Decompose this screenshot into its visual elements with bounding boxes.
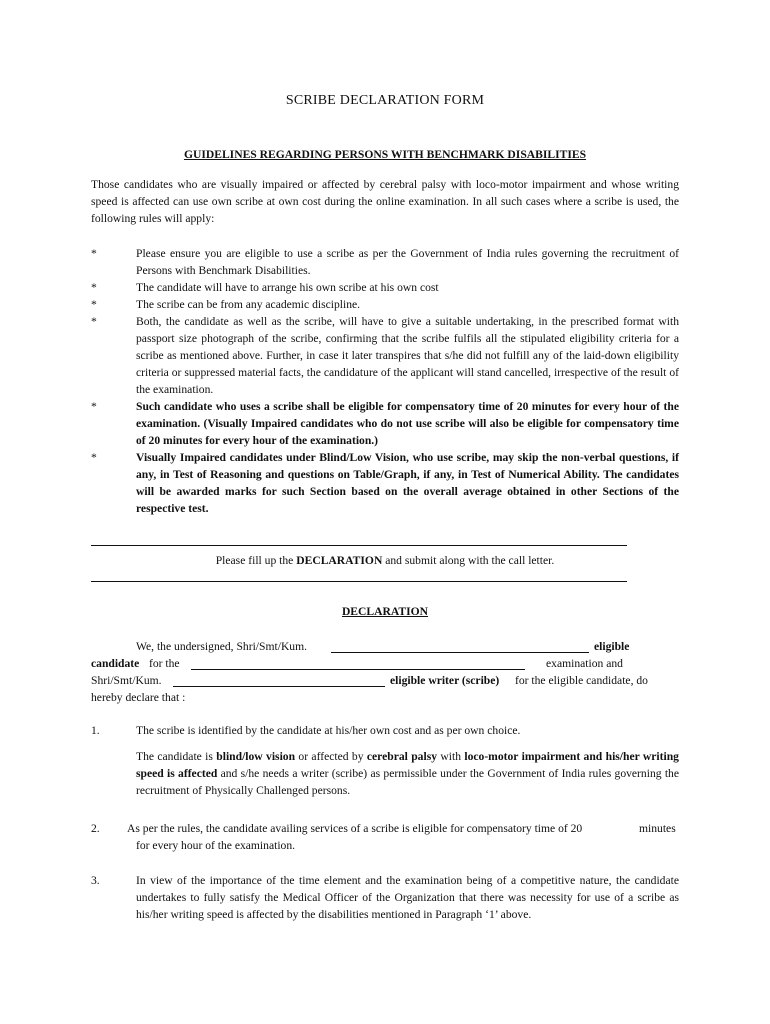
declaration-text: for the <box>149 657 180 670</box>
item-number: 3. <box>91 874 100 887</box>
candidate-name-field[interactable] <box>331 640 589 653</box>
declaration-line-2 <box>91 655 679 672</box>
declaration-line-4 <box>91 689 679 706</box>
declaration-text: eligible <box>594 640 630 653</box>
declaration-body <box>91 638 679 706</box>
rule-text: Visually Impaired candidates under Blind/Low Vision, who use scribe, may skip the non-verbal questions, if any, in Test of Reasoning and questions on Table/Graph, if any, in Test of Numerical Ability. The candidates will be awarded marks for such Section based on the overall average obtained in other Sections of the respective test. <box>136 451 679 515</box>
divider-top <box>91 545 627 546</box>
rule-item <box>91 245 679 279</box>
intro-paragraph: Those candidates who are visually impaired or affected by cerebral palsy with loco-motor impairment and whose writing speed is affected can use own scribe at own cost during the online examination. In all such cases where a scribe is used, the following rules will apply: <box>91 178 679 225</box>
rule-text: The scribe can be from any academic discipline. <box>136 298 361 311</box>
bullet-asterisk: * <box>91 247 97 260</box>
rule-item <box>91 279 679 296</box>
item-text-run: with <box>437 750 465 763</box>
item-text-run: and s/he needs a writer (scribe) as permissible under the Government of India rules governing the recruitment of Physically Challenged persons. <box>136 767 680 797</box>
bullet-asterisk: * <box>91 400 97 413</box>
declaration-heading: DECLARATION <box>341 605 429 618</box>
declaration-text: for the eligible candidate, do <box>515 674 648 687</box>
declaration-item-1 <box>91 722 679 799</box>
guidelines-heading: GUIDELINES REGARDING PERSONS WITH BENCHMARK DISABILITIES <box>183 148 587 161</box>
item-text-run: or affected by <box>295 750 367 763</box>
bullet-asterisk: * <box>91 281 97 294</box>
bullet-asterisk: * <box>91 298 97 311</box>
bullet-asterisk: * <box>91 451 97 464</box>
item-text: The scribe is identified by the candidate at his/her own cost and as per own choice. <box>136 724 521 737</box>
item-text-bold: cerebral palsy <box>366 750 438 763</box>
declaration-text: hereby declare that : <box>91 691 186 704</box>
declaration-text: candidate <box>91 657 140 670</box>
declaration-line-3 <box>91 672 679 689</box>
declaration-text: eligible writer (scribe) <box>390 674 500 687</box>
item-text: minutes <box>639 822 676 835</box>
fill-instruction <box>0 552 770 569</box>
item-number: 2. <box>91 822 100 835</box>
fill-instruction-after: and submit along with the call letter. <box>382 554 555 567</box>
declaration-text: Shri/Smt/Kum. <box>91 674 162 687</box>
rule-text: Please ensure you are eligible to use a scribe as per the Government of India rules governing the recruitment of Persons with Benchmark Disabilities. <box>136 247 679 277</box>
item-text: In view of the importance of the time element and the examination being of a competitive nature, the candidate undertakes to fully satisfy the Medical Officer of the Organization that there was necessity for use of a scribe as his/her writing speed is affected by the disabilities mentioned in Paragraph ‘1’ above. <box>136 874 679 921</box>
rule-item <box>91 313 679 398</box>
declaration-text: We, the undersigned, Shri/Smt/Kum. <box>136 640 308 653</box>
fill-instruction-bold: DECLARATION <box>296 554 383 567</box>
rule-text: The candidate will have to arrange his own scribe at his own cost <box>136 281 439 294</box>
declaration-item-2 <box>91 820 679 854</box>
divider-bottom <box>91 581 627 582</box>
rule-item <box>91 398 679 449</box>
item-text-bold: blind/low vision <box>216 750 296 763</box>
item-number: 1. <box>91 724 100 737</box>
item-text-run: The candidate is <box>136 750 217 763</box>
rule-item <box>91 296 679 313</box>
rule-text: Such candidate who uses a scribe shall be eligible for compensatory time of 20 minutes for every hour of the examination. (Visually Impaired candidates who do not use scribe will also be eligible for compensatory time of 20 minutes for every hour of the examination.) <box>136 400 679 447</box>
rule-item <box>91 449 679 517</box>
fill-instruction-before: Please fill up the <box>215 554 297 567</box>
examination-name-field[interactable] <box>191 657 525 670</box>
rules-list <box>91 245 679 517</box>
item-text: As per the rules, the candidate availing services of a scribe is eligible for compensatory time of 20 <box>127 822 583 835</box>
bullet-asterisk: * <box>91 315 97 328</box>
declaration-line-1 <box>91 638 679 655</box>
item-text-bold: loco-motor impairment and his/her writing speed is affected <box>136 750 679 780</box>
rule-text: Both, the candidate as well as the scribe, will have to give a suitable undertaking, in the prescribed format with passport size photograph of the scribe, confirming that the scribe fulfils all the stipulated eligibility criteria for a scribe as mentioned above. Further, in case it later transpires that s/he did not fulfill any of the laid-down eligibility criteria or suppressed material facts, the candidature of the applicant will stand cancelled, irrespective of the result of the examination. <box>136 315 679 396</box>
item-paragraph <box>136 748 679 799</box>
page-title: SCRIBE DECLARATION FORM <box>285 93 485 108</box>
scribe-name-field[interactable] <box>173 674 385 687</box>
declaration-text: examination and <box>546 657 623 670</box>
item-text: for every hour of the examination. <box>136 839 296 852</box>
declaration-item-3 <box>91 872 679 923</box>
